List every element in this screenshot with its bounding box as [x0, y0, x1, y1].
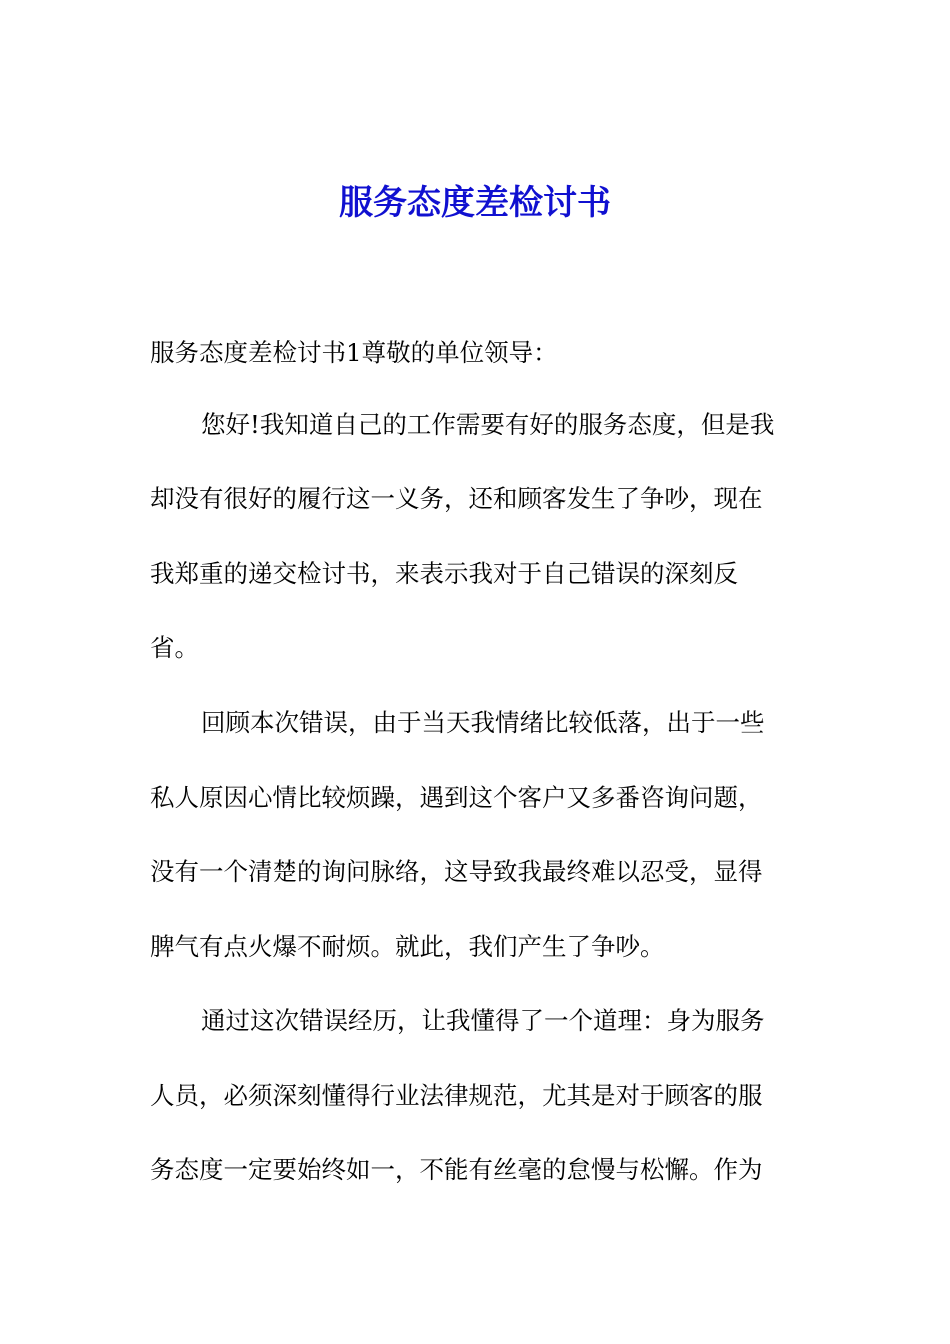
paragraph-1-line-3: 我郑重的递交检讨书，来表示我对于自己错误的深刻反	[150, 559, 738, 588]
paragraph-2-line-3: 没有一个清楚的询问脉络，这导致我最终难以忍受，显得	[150, 857, 763, 886]
paragraph-3-line-3: 务态度一定要始终如一，不能有丝毫的怠慢与松懈。作为	[150, 1155, 763, 1184]
salutation-line: 服务态度差检讨书1尊敬的单位领导：	[150, 338, 558, 367]
paragraph-3-line-1: 通过这次错误经历，让我懂得了一个道理：身为服务	[201, 1006, 765, 1035]
paragraph-2-line-1: 回顾本次错误，由于当天我情绪比较低落，出于一些	[201, 708, 765, 737]
document-title: 服务态度差检讨书	[339, 183, 611, 223]
paragraph-2-line-4: 脾气有点火爆不耐烦。就此，我们产生了争吵。	[150, 932, 665, 961]
paragraph-2-line-2: 私人原因心情比较烦躁，遇到这个客户又多番咨询问题，	[150, 783, 763, 812]
paragraph-1-line-1: 您好!我知道自己的工作需要有好的服务态度，但是我	[201, 410, 775, 439]
paragraph-1-line-4: 省。	[150, 633, 199, 662]
paragraph-1-line-2: 却没有很好的履行这一义务，还和顾客发生了争吵，现在	[150, 484, 763, 513]
paragraph-3-line-2: 人员，必须深刻懂得行业法律规范，尤其是对于顾客的服	[150, 1081, 763, 1110]
